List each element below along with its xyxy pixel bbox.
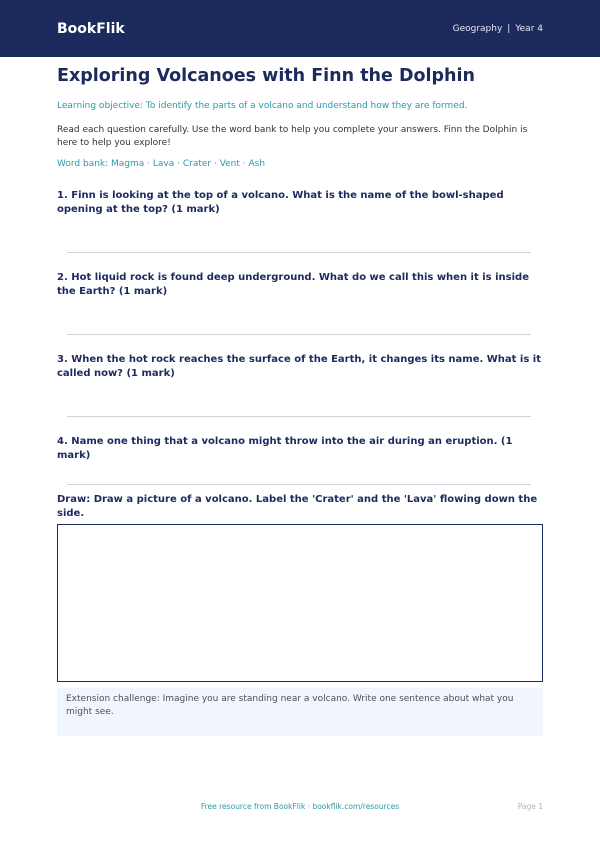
learning-objective: Learning objective: To identify the parts of a volcano and understand how they are formed. bbox=[57, 101, 468, 111]
question-4: 4. Name one thing that a volcano might throw into the air during an eruption. (1 mark) bbox=[57, 436, 513, 461]
answer-line-2[interactable] bbox=[67, 334, 531, 335]
drawing-area[interactable] bbox=[57, 524, 543, 682]
answer-line-3[interactable] bbox=[67, 416, 531, 417]
subject-label: Geography bbox=[452, 23, 503, 34]
question-1: 1. Finn is looking at the top of a volcano. What is the name of the bowl-shaped opening at the top? (1 mark) bbox=[57, 190, 504, 215]
subject-year-label bbox=[453, 24, 543, 34]
worksheet-title: Exploring Volcanoes with Finn the Dolphin bbox=[57, 66, 475, 86]
instructions-text: Read each question carefully. Use the word bank to help you complete your answers. Finn the Dolphin is here to help you explore! bbox=[57, 125, 528, 148]
answer-line-1[interactable] bbox=[67, 252, 531, 253]
page-header bbox=[0, 0, 600, 57]
extension-challenge bbox=[57, 688, 543, 736]
word-bank: Word bank: Magma · Lava · Crater · Vent · Ash bbox=[57, 159, 266, 169]
footer-credit: Free resource from BookFlik · bookflik.com/resources bbox=[200, 802, 400, 811]
answer-line-4[interactable] bbox=[67, 484, 531, 485]
page-number: Page 1 bbox=[517, 802, 543, 811]
question-3: 3. When the hot rock reaches the surface of the Earth, it changes its name. What is it called now? (1 mark) bbox=[57, 354, 541, 379]
extension-text: Extension challenge: Imagine you are standing near a volcano. Write one sentence about what you might see. bbox=[66, 694, 514, 717]
year-label: Year 4 bbox=[515, 23, 543, 34]
draw-prompt: Draw: Draw a picture of a volcano. Label the 'Crater' and the 'Lava' flowing down the side. bbox=[57, 494, 538, 519]
question-2: 2. Hot liquid rock is found deep underground. What do we call this when it is inside the Earth? (1 mark) bbox=[57, 272, 529, 297]
brand-logo-text: BookFlik bbox=[57, 20, 125, 37]
header-separator: | bbox=[507, 23, 511, 34]
